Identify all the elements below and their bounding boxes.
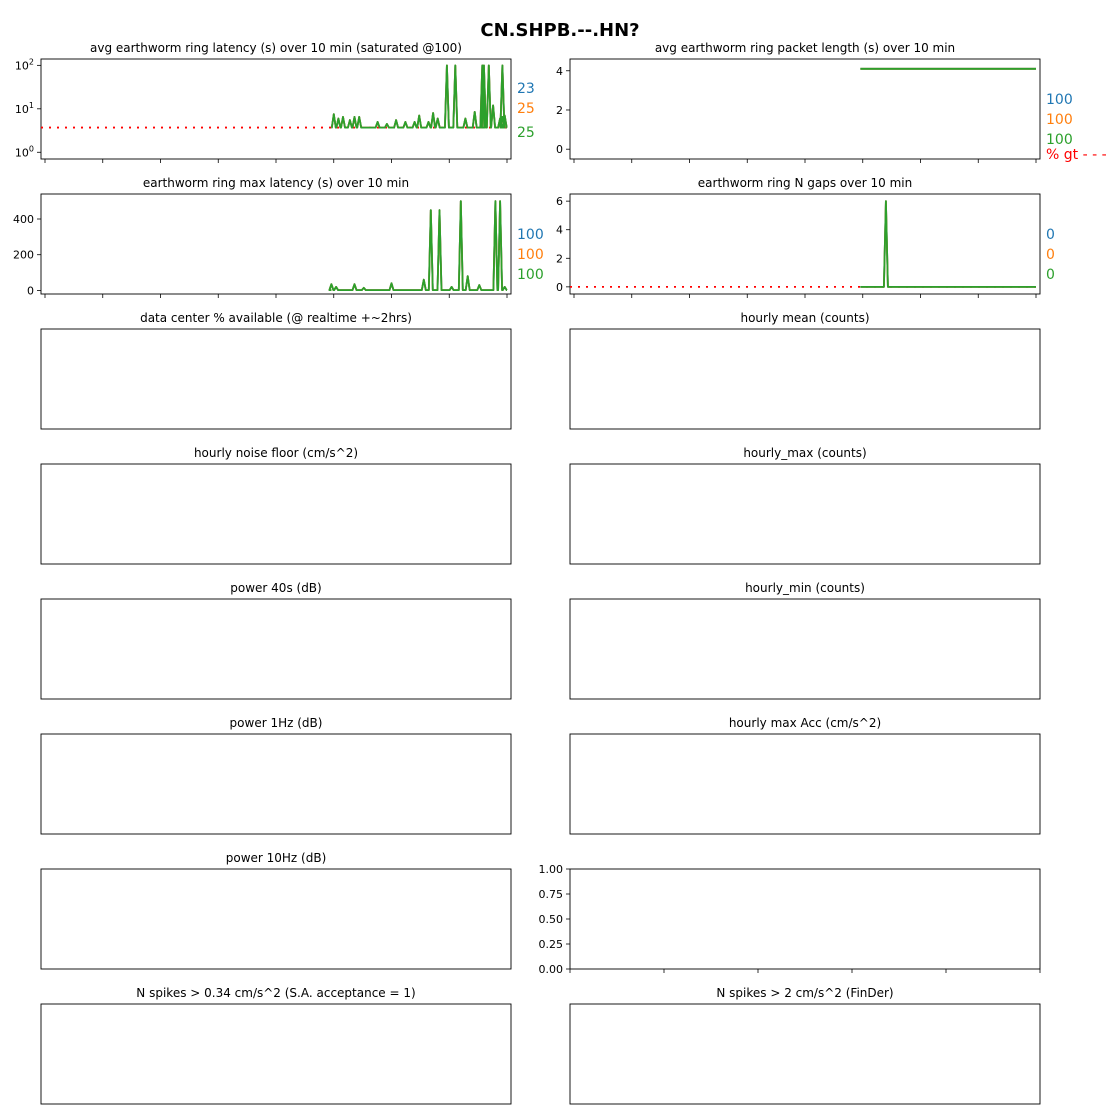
y-tick-label: $10^1$	[14, 100, 34, 116]
panel-p0	[15, 41, 535, 163]
side-label: 100	[517, 267, 544, 283]
panel-p5	[570, 311, 1040, 429]
panel-title: N spikes > 2 cm/s^2 (FinDer)	[716, 986, 894, 1000]
side-label: % gt - - -	[1046, 147, 1107, 163]
panel-title: hourly max Acc (cm/s^2)	[728, 716, 882, 730]
panel-p12	[41, 851, 511, 969]
axes-frame	[41, 464, 511, 564]
y-tick-label: 0.50	[538, 913, 563, 926]
panel-p13	[539, 863, 1041, 976]
side-label: 25	[517, 101, 535, 117]
axes-frame	[570, 329, 1040, 429]
panel-title: N spikes > 0.34 cm/s^2 (S.A. acceptance = 1)	[136, 986, 416, 1000]
y-tick-label: 2	[556, 103, 563, 117]
series-line-3	[329, 201, 507, 290]
series-line-2	[329, 201, 507, 290]
panel-p1	[556, 41, 1107, 163]
axes-frame	[570, 59, 1040, 159]
side-label: 100	[1046, 112, 1073, 128]
y-tick-label: 0.00	[538, 963, 563, 976]
y-tick-label: 1.00	[538, 863, 563, 876]
panel-title: hourly noise floor (cm/s^2)	[193, 446, 359, 460]
side-label: 0	[1046, 267, 1055, 283]
y-tick-label: 200	[13, 248, 34, 262]
panel-title: power 1Hz (dB)	[229, 716, 323, 730]
panel-title: power 10Hz (dB)	[225, 851, 327, 865]
series-line-3	[331, 65, 507, 127]
side-label: 100	[1046, 132, 1073, 148]
side-label: 0	[1046, 247, 1055, 263]
panel-p3	[556, 176, 1055, 298]
y-tick-label: 6	[556, 195, 563, 209]
y-tick-label: 0	[27, 284, 34, 298]
side-label: 25	[517, 125, 535, 141]
y-tick-label: 2	[556, 252, 563, 266]
panel-p11	[570, 716, 1040, 834]
axes-frame	[570, 1004, 1040, 1104]
axes-frame	[570, 464, 1040, 564]
panel-p2	[13, 176, 544, 298]
y-tick-label: $10^2$	[14, 57, 34, 73]
series-line-3	[860, 201, 1036, 287]
axes-frame	[570, 599, 1040, 699]
panel-p14	[41, 986, 511, 1104]
axes-frame	[570, 734, 1040, 834]
panel-p8	[41, 581, 511, 699]
side-label: 0	[1046, 227, 1055, 243]
y-tick-label: 4	[556, 223, 563, 237]
panel-title: hourly mean (counts)	[740, 311, 870, 325]
axes-frame	[41, 869, 511, 969]
y-tick-label: 0.25	[538, 938, 563, 951]
y-tick-label: $10^0$	[14, 144, 34, 160]
panel-p15	[570, 986, 1040, 1104]
side-label: 23	[517, 81, 535, 97]
axes-frame	[41, 329, 511, 429]
axes-frame	[41, 59, 511, 159]
panel-title: earthworm ring max latency (s) over 10 min	[142, 176, 410, 190]
y-tick-label: 0	[556, 280, 563, 294]
axes-frame	[570, 869, 1040, 969]
panel-p6	[41, 446, 511, 564]
panel-p4	[41, 311, 511, 429]
series-line-1	[329, 201, 507, 290]
side-label: 100	[517, 227, 544, 243]
y-tick-label: 4	[556, 64, 563, 78]
y-tick-label: 400	[13, 213, 34, 226]
panel-title: hourly_max (counts)	[743, 446, 867, 460]
y-tick-label: 0.75	[538, 888, 563, 901]
panel-p9	[570, 581, 1040, 699]
panel-p10	[41, 716, 511, 834]
panel-title: power 40s (dB)	[230, 581, 322, 595]
figure-title: CN.SHPB.--.HN?	[480, 20, 640, 41]
axes-frame	[41, 1004, 511, 1104]
panel-title: hourly_min (counts)	[745, 581, 865, 595]
axes-frame	[41, 599, 511, 699]
panel-title: data center % available (@ realtime +~2hrs)	[140, 311, 412, 325]
panel-title: avg earthworm ring packet length (s) over 10 min	[654, 41, 956, 55]
axes-frame	[570, 194, 1040, 294]
panel-title: earthworm ring N gaps over 10 min	[697, 176, 913, 190]
side-label: 100	[1046, 92, 1073, 108]
side-label: 100	[517, 247, 544, 263]
y-tick-label: 0	[556, 143, 563, 157]
panel-title: avg earthworm ring latency (s) over 10 min (saturated @100)	[90, 41, 462, 55]
panel-p7	[570, 446, 1040, 564]
axes-frame	[41, 734, 511, 834]
